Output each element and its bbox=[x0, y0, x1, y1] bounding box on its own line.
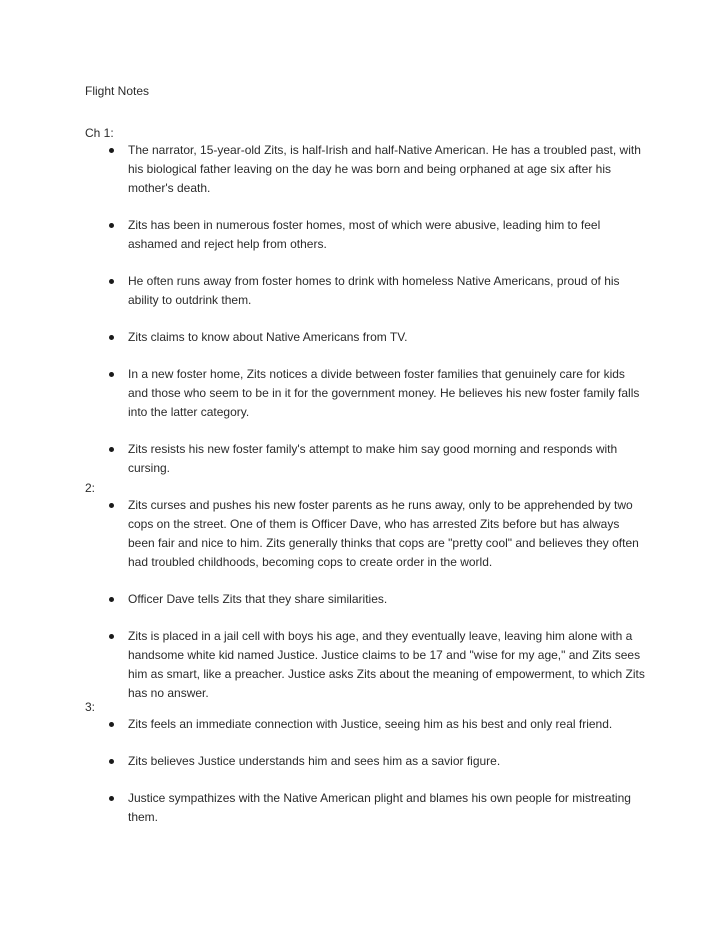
bullet-text: Zits is placed in a jail cell with boys his age, and they eventually leave, leaving him alone with a handsome white kid named Justice. Justice claims to be 17 and "wise for my age," and Zits sees him as smart, like a preacher. Justice asks Zits about the meaning of empowerment, to which Zits has no answer. bbox=[128, 629, 645, 700]
bullet-text: Justice sympathizes with the Native American plight and blames his own people for mistreating them. bbox=[128, 791, 631, 824]
bullet-text: Zits curses and pushes his new foster parents as he runs away, only to be apprehended by two cops on the street. One of them is Officer Dave, who has arrested Zits before but has always been fair and nice to him. Zits generally thinks that cops are "pretty cool" and believes they often had troubled childhoods, becoming cops to create order in the world. bbox=[128, 498, 639, 569]
bullet-text: Zits claims to know about Native Americans from TV. bbox=[128, 330, 408, 344]
bullet-item bbox=[85, 216, 645, 254]
bullet-item bbox=[85, 365, 645, 422]
bullet-text: In a new foster home, Zits notices a divide between foster families that genuinely care for kids and those who seem to be in it for the government money. He believes his new foster family falls into the latter category. bbox=[128, 367, 640, 419]
section-chapter-2 bbox=[85, 479, 645, 721]
bullet-item bbox=[85, 715, 645, 734]
bullet-text: Zits resists his new foster family's attempt to make him say good morning and responds with cursing. bbox=[128, 442, 618, 475]
section-chapter-1 bbox=[85, 124, 645, 496]
bullet-text: Zits feels an immediate connection with Justice, seeing him as his best and only real friend. bbox=[128, 717, 613, 731]
bullet-item bbox=[85, 496, 645, 572]
bullet-text: The narrator, 15-year-old Zits, is half-Irish and half-Native American. He has a troubled past, with his biological father leaving on the day he was born and being orphaned at age six after his mother's death. bbox=[128, 143, 641, 195]
bullet-text: Zits believes Justice understands him and sees him as a savior figure. bbox=[128, 754, 501, 768]
bullet-list bbox=[85, 141, 645, 478]
bullet-list bbox=[85, 496, 645, 703]
bullet-text: Zits has been in numerous foster homes, most of which were abusive, leading him to feel ashamed and reject help from others. bbox=[128, 218, 601, 251]
bullet-text: Officer Dave tells Zits that they share similarities. bbox=[128, 592, 388, 606]
bullet-item bbox=[85, 141, 645, 198]
bullet-item bbox=[85, 590, 645, 609]
bullet-item bbox=[85, 789, 645, 827]
bullet-item bbox=[85, 272, 645, 310]
section-chapter-3 bbox=[85, 698, 645, 845]
bullet-item bbox=[85, 328, 645, 347]
document-title: Flight Notes bbox=[85, 84, 150, 98]
section-label: Ch 1: bbox=[85, 126, 114, 140]
bullet-text: He often runs away from foster homes to drink with homeless Native Americans, proud of his ability to outdrink them. bbox=[128, 274, 620, 307]
bullet-item bbox=[85, 752, 645, 771]
bullet-list bbox=[85, 715, 645, 827]
section-label: 2: bbox=[85, 481, 96, 495]
section-label: 3: bbox=[85, 700, 96, 714]
bullet-item bbox=[85, 440, 645, 478]
bullet-item bbox=[85, 627, 645, 703]
